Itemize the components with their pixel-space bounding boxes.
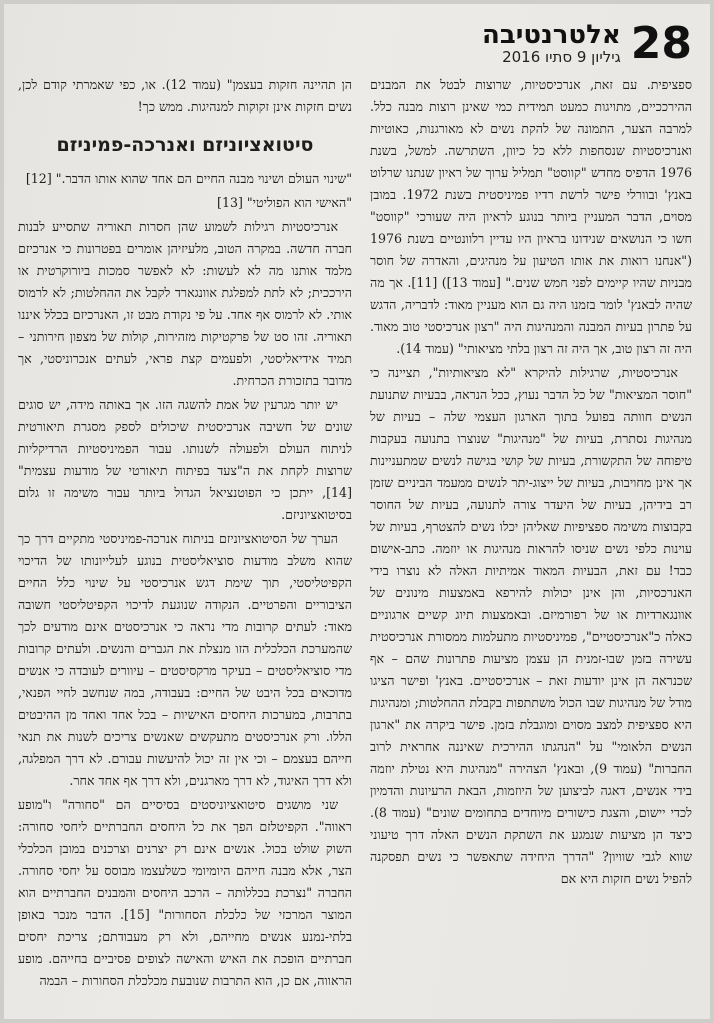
- magazine-page: [4, 4, 710, 1019]
- body-paragraph: אנרכיסטיות, שרגילות להיקרא "לא מציאותיות", תציינה כי "חוסר המציאות" של כל הדבר נעוץ, ככל הנראה, בבעיות שתנועת הנשים חוותה בפועל בתוך הארגון העצמי שלה – בעיות של מנהיגות נסתרת, בעיות של "מנהיגות" שנוצרו בתנועה בעקבות טיפוחה של התקשורת, בעיות של קושי בגישה לנשים שמתעניינות אך אינן מחויבות, בעיות של ייצוג-יתר לנשים ממעמד הביניים שזמן רב בידיהן, בעיות של היעדר צורה לתנועה, בעיות של החוסר בקבוצות משימה ספציפיות שאליהן יכלו נשים להצטרף, בעיות של עוינות כלפי נשים שניסו להראות מנהיגות או יוזמה. כתב-אישום כבד! עם זאת, הבעיות המאוד אמיתיות האלה לא נוצרו בידי האנרכסיות, והן אינן יכולות להירפא באמצעות מינונים של אוונגארדיות או של רפורמיזם. ובאמצעות תיוג קשיים ארגוניים כאלה כ"אנרכיסטיים", פמיניסטיות מתעלמות ממסורת אנרכיסטית עשירה בזמן שבו-זמנית הן עצמן מציעות פתרונות שהם – אף שכנראה הן אינן יודעות זאת – אנרכיסטיים. באנץ' ופישר הציגו מודל של מנהיגות שבו הכול משתתפות בקבלת ההחלטות; ומנהיגות היא ספציפית למצב מסוים ומוגבלת בזמן. פישר ביקרה את "ארגון הנשים הלאומי" על "הנהגתו ההירכית שאיננה אחראית לרוב החברות" (עמוד 9), ובאנץ' הצהירה "מנהיגות היא נטילת יוזמה בידי אנשים, דאגה לביצוען של היוזמות, הבאת הרעיונות והדמיון לכדי יישום, והצגת כישורים מיוחדים בתחומים שונים" (עמוד 8). כיצד הן מציעות שנמגע את השתקת הנשים האלה דרך טיעוני שווא לגבי שוויון? "הדרך היחידה שתאפשר כי נשים תפסקנה להפיל נשים חזקות היא אם: [370, 365, 692, 886]
- page-header: [482, 18, 692, 70]
- right-column: [370, 74, 692, 1011]
- body-paragraph: אנרכיסטיות רגילות לשמוע שהן חסרות תאוריה שתסייע לבנות חברה חדשה. במקרה הטוב, מלעיזיהן אומרים בפטרונות כי אנרכיזם מלמד אותנו מה לא לעשות: לא לאפשר סמכות ביורוקרטית או הירככית; לא לתת למפלגת אוונגארד לקבל את ההחלטות; לא לרמוס אותי. לא לרמוס אף אחד. על פי נקודת מבט זו, האנרכיזם בכלל איננו תאוריה. זהו סט של פרקטיקות מזהירות, קולות של מצפון חירותני – תמיד אידיאליסטי, ולפעמים קצת פראי, לעתים אנכרוניסטי, אך מדובר בתזכורת הכרחית.: [18, 219, 352, 388]
- epigraph-quote: "האישי הוא הפוליטי" [13]: [217, 195, 352, 210]
- publication-block: [482, 22, 621, 66]
- publication-name: אלטרנטיבה: [481, 20, 621, 50]
- page-number: 28: [630, 18, 692, 69]
- epigraph-quote: "שינוי העולם ושינוי מבנה החיים הם אחד שהוא אותו הדבר." [12]: [25, 171, 352, 186]
- body-paragraph: שני מושגים סיטואציוניסטים בסיסיים הם "סחורה" ו"מופע ראווה". הקפיטלזם הפך את כל היחסים החברתיים ליחסי סחורה: השוק שולט בכול. אנשים אינם רק יצרנים וצרכנים במובן הכלכלי הצר, אלא מבנה חייהם היומיומי כשלעצמו מבוסס על יחסי סחורה. החברה "נצרכת בכללותה – הרכב היחסים והמבנים החברתיים הוא המוצר המרכזי של כלכלת הסחורות" [15]. הדבר מנכר באופן בלתי-נמנע אנשים מחייהם, ולא רק מעבודתם; צריכת יחסים חברתיים הופכת את האיש והאישה לצופים פסיביים בחייהם. מופע הראווה, אם כן, הוא התרבות שנובעת מכלכלת הסחורות – הבמה: [18, 797, 352, 988]
- body-paragraph: ספציפית. עם זאת, אנרכיסטיות, שרוצות לבטל את המבנים ההירככיים, מתויגות כמעט תמידית כמי שאינן רוצות מבנה כלל. למרבה הצער, התמונה של להקת נשים לא מאורגנות, כאוטיות ואנרכיסטיות שנסחפות ללא כל כיוון, השתרשה. למשל, בשנת 1976 הדפיס מחדש "קווסט" תמליל ערוך של ראיון שנתנו שרלוט באנץ' ובוורלי פישר לרשת רדיו פמיניסטית בשנת 1972. במובן מסוים, הדבר המעניין ביותר בנוגע לראיון היה שעורכי "קווסט" חשו כי הנושאים שנידונו בראיון היו עדיין רלוונטיים בשנת 1976 ("אנחנו רואות את אותו הטיעון על מנהיגים, והאדרה של חוסר מבניות שהיו קיימים לפני חמש שנים." [עמוד 13]) [11]. אך מה שהיה לבאנץ' לומר בזמנו היה גם הוא מעניין מאוד: לדבריה, הדגש על פתרון בעיות המבנה והמנהיגות היה "רצון אנרכיסטי טוב מאוד. היה זה רצון טוב, אך היה זה רצון בלתי מציאותי" (עמוד 14).: [370, 77, 692, 356]
- left-column: [18, 74, 352, 1011]
- section-title: סיטואציוניזם ואנרכה-פמיניזם: [56, 134, 314, 156]
- issue-info: גיליון 9 סתיו 2016: [502, 48, 621, 66]
- body-paragraph: יש יותר מגרעין של אמת להשגה הזו. אך באותה מידה, יש סוגים שונים של חשיבה אנרכיסטית שיכולים לספק מסגרת תיאורטית לניתוח העולם ולפעולה לשנותו. עבור הפמיניסטיות הרדיקליות שרוצות לקחת את ה"צעד בפיתוח תיאורטי של מודעות עצמית" [14], ייתכן כי הפוטנציאל הגדול ביותר עבור משימה זו גלום בסיטואציוניזם.: [18, 397, 352, 522]
- continued-paragraph: הן תהיינה חזקות בעצמן" (עמוד 12). או, כפי שאמרתי קודם לכן, נשים חזקות אינן זקוקות למנהיגות. ממש כך!: [18, 77, 352, 114]
- body-paragraph: הערך של הסיטואציוניזם בניתוח אנרכה-פמיניסטי מתקיים דרך כך שהוא משלב מודעות סוציאליסטית בנוגע לעלייונותו של הדיכוי הקפיטליסטי, תוך שימת דגש אנרכיסטי על שינוי כלל החיים הציבוריים והפרטיים. הנקודה שנוגעת לדיכוי הקפיטליסטי חשובה מאוד: לעתים קרובות מדי נראה כי אנרכיסטים אינם מודעים לכך שהמערכת הכלכלית הזו מנצלת את הגברים והנשים. ולעתים קרובות מדי סוציאליסטים – בעיקר מרקסיסטים – עיוורים לעובדה כי אנשים מדוכאים בכל היבט של החיים: בעבודה, במה שנחשב לחיי הפנאי, בתרבות, במערכות היחסים האישיות – בכל אחד ואחד מן ההיבטים הללו. ורק אנרכיסטים מתעקשים שאנשים צריכים לשנות את תנאי חייהם בעצמם – וכי אין זה יכול להיעשות עבורם. לא דרך המפלגה, ולא דרך האיגוד, לא דרך מארגנים, ולא דרך אף אחד אחר.: [18, 531, 352, 788]
